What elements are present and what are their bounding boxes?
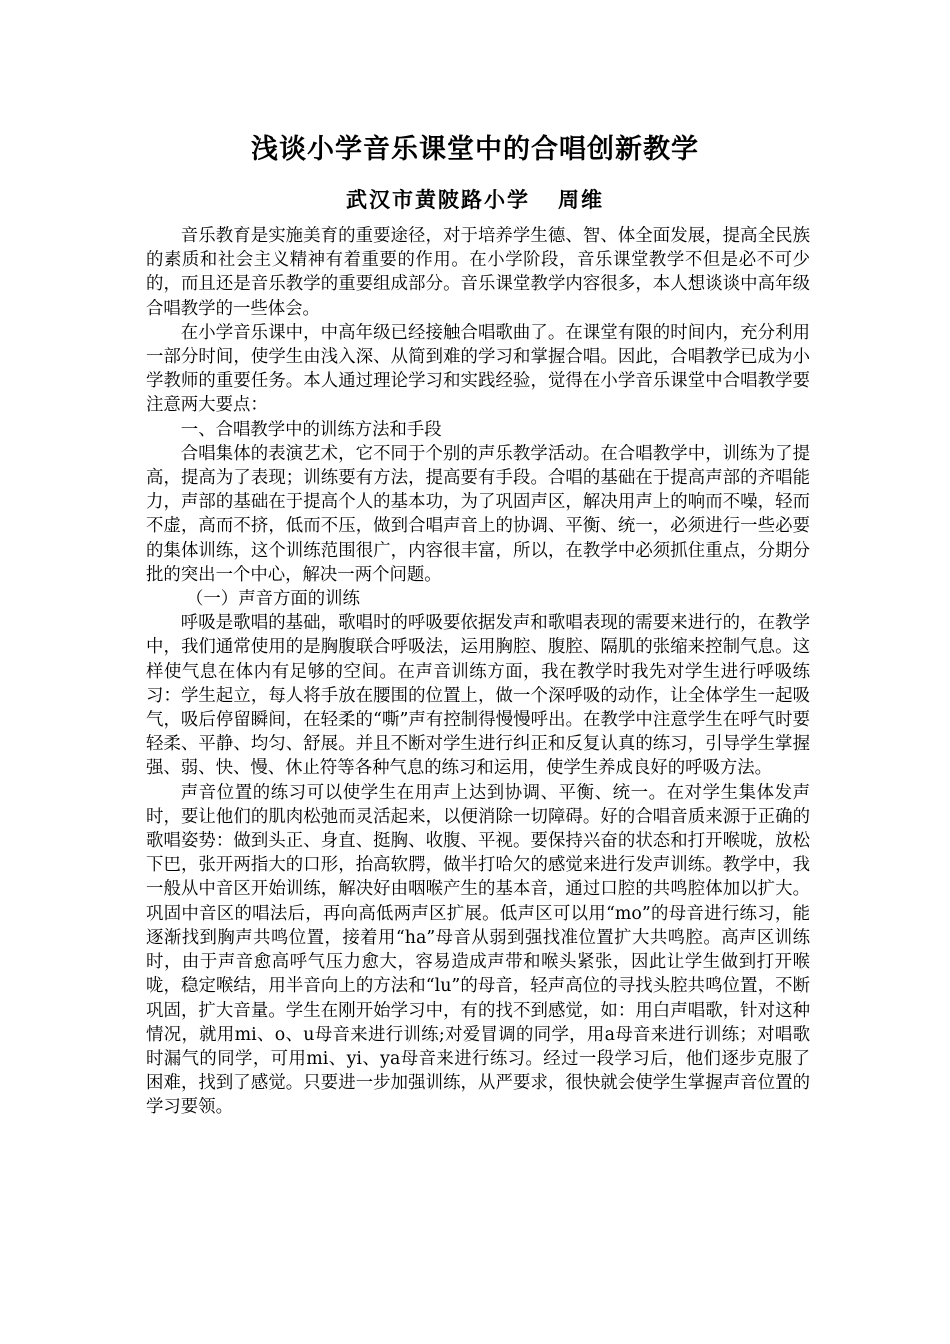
paragraph: 合唱集体的表演艺术，它不同于个别的声乐教学活动。在合唱教学中，训练为了提高，提高为了表现；训练要有方法，提高要有手段。合唱的基础在于提高声部的齐唱能力，声部的基础在于提高个人的基本功，为了巩固声区，解决用声上的响而不噪，轻而不虚，高而不挤，低而不压，做到合唱声音上的协调、平衡、统一，必须进行一些必要的集体训练，这个训练范围很广，内容很丰富，所以，在教学中必须抓住重点，分期分批的突出一个中心，解决一两个问题。 — [146, 443, 810, 585]
paragraph: 呼吸是歌唱的基础，歌唱时的呼吸要依据发声和歌唱表现的需要来进行的，在教学中，我们通常使用的是胸腹联合呼吸法，运用胸腔、腹腔、隔肌的张缩来控制气息。这样使气息在体内有足够的空间。在声音训练方面，我在教学时我先对学生进行呼吸练习：学生起立，每人将手放在腰围的位置上，做一个深呼吸的动作，让全体学生一起吸气，吸后停留瞬间，在轻柔的“嘶”声有控制得慢慢呼出。在教学中注意学生在呼气时要轻柔、平静、均匀、舒展。并且不断对学生进行纠正和反复认真的练习，引导学生掌握强、弱、快、慢、休止符等各种气息的练习和运用，使学生养成良好的呼吸方法。 — [146, 613, 810, 779]
section-heading: 一、合唱教学中的训练方法和手段 — [180, 419, 442, 440]
author-name: 周维 — [558, 187, 604, 212]
document-body — [146, 224, 810, 1120]
school-name: 武汉市黄陂路小学 — [346, 187, 530, 212]
paragraph: 音乐教育是实施美育的重要途径，对于培养学生德、智、体全面发展，提高全民族的素质和社会主义精神有着重要的作用。在小学阶段，音乐课堂教学不但是必不可少的，而且还是音乐教学的重要组成部分。音乐课堂教学内容很多，本人想谈谈中高年级合唱教学的一些体会。 — [146, 226, 810, 319]
byline — [0, 183, 950, 217]
paragraph: 在小学音乐课中，中高年级已经接触合唱歌曲了。在课堂有限的时间内，充分利用一部分时间，使学生由浅入深、从简到难的学习和掌握合唱。因此，合唱教学已成为小学教师的重要任务。本人通过理论学习和实践经验，觉得在小学音乐课堂中合唱教学要注意两大要点： — [146, 322, 810, 416]
subsection-heading: （一）声音方面的训练 — [186, 589, 360, 610]
paragraph: 声音位置的练习可以使学生在用声上达到协调、平衡、统一。在对学生集体发声时，要让他们的肌肉松弛而灵活起来，以便消除一切障碍。好的合唱音质来源于正确的歌唱姿势：做到头正、身直、挺胸、收腹、平视。要保持兴奋的状态和打开喉咙，放松下巴，张开两指大的口形，抬高软腭，做半打哈欠的感觉来进行发声训练。教学中，我一般从中音区开始训练，解决好由咽喉产生的基本音，通过口腔的共鸣腔体加以扩大。巩固中音区的唱法后，再向高低两声区扩展。低声区可以用“mo”的母音进行练习，能逐渐找到胸声共鸣位置，接着用“ha”母音从弱到强找准位置扩大共鸣腔。高声区训练时，由于声音愈高呼气压力愈大，容易造成声带和喉头紧张，因此让学生做到打开喉咙，稳定喉结，用半音向上的方法和“lu”的母音，轻声高位的寻找头腔共鸣位置，不断巩固，扩大音量。学生在刚开始学习中，有的找不到感觉，如：用白声唱歌，针对这种情况，就用mi、o、u母音来进行训练;对爱冒调的同学，用a母音来进行训练；对唱歌时漏气的同学，可用mi、yi、ya母音来进行练习。经过一段学习后，他们逐步克服了困难，找到了感觉。只要进一步加强训练，从严要求，很快就会使学生掌握声音位置的学习要领。 — [146, 782, 810, 1118]
document-title: 浅谈小学音乐课堂中的合唱创新教学 — [251, 134, 699, 165]
